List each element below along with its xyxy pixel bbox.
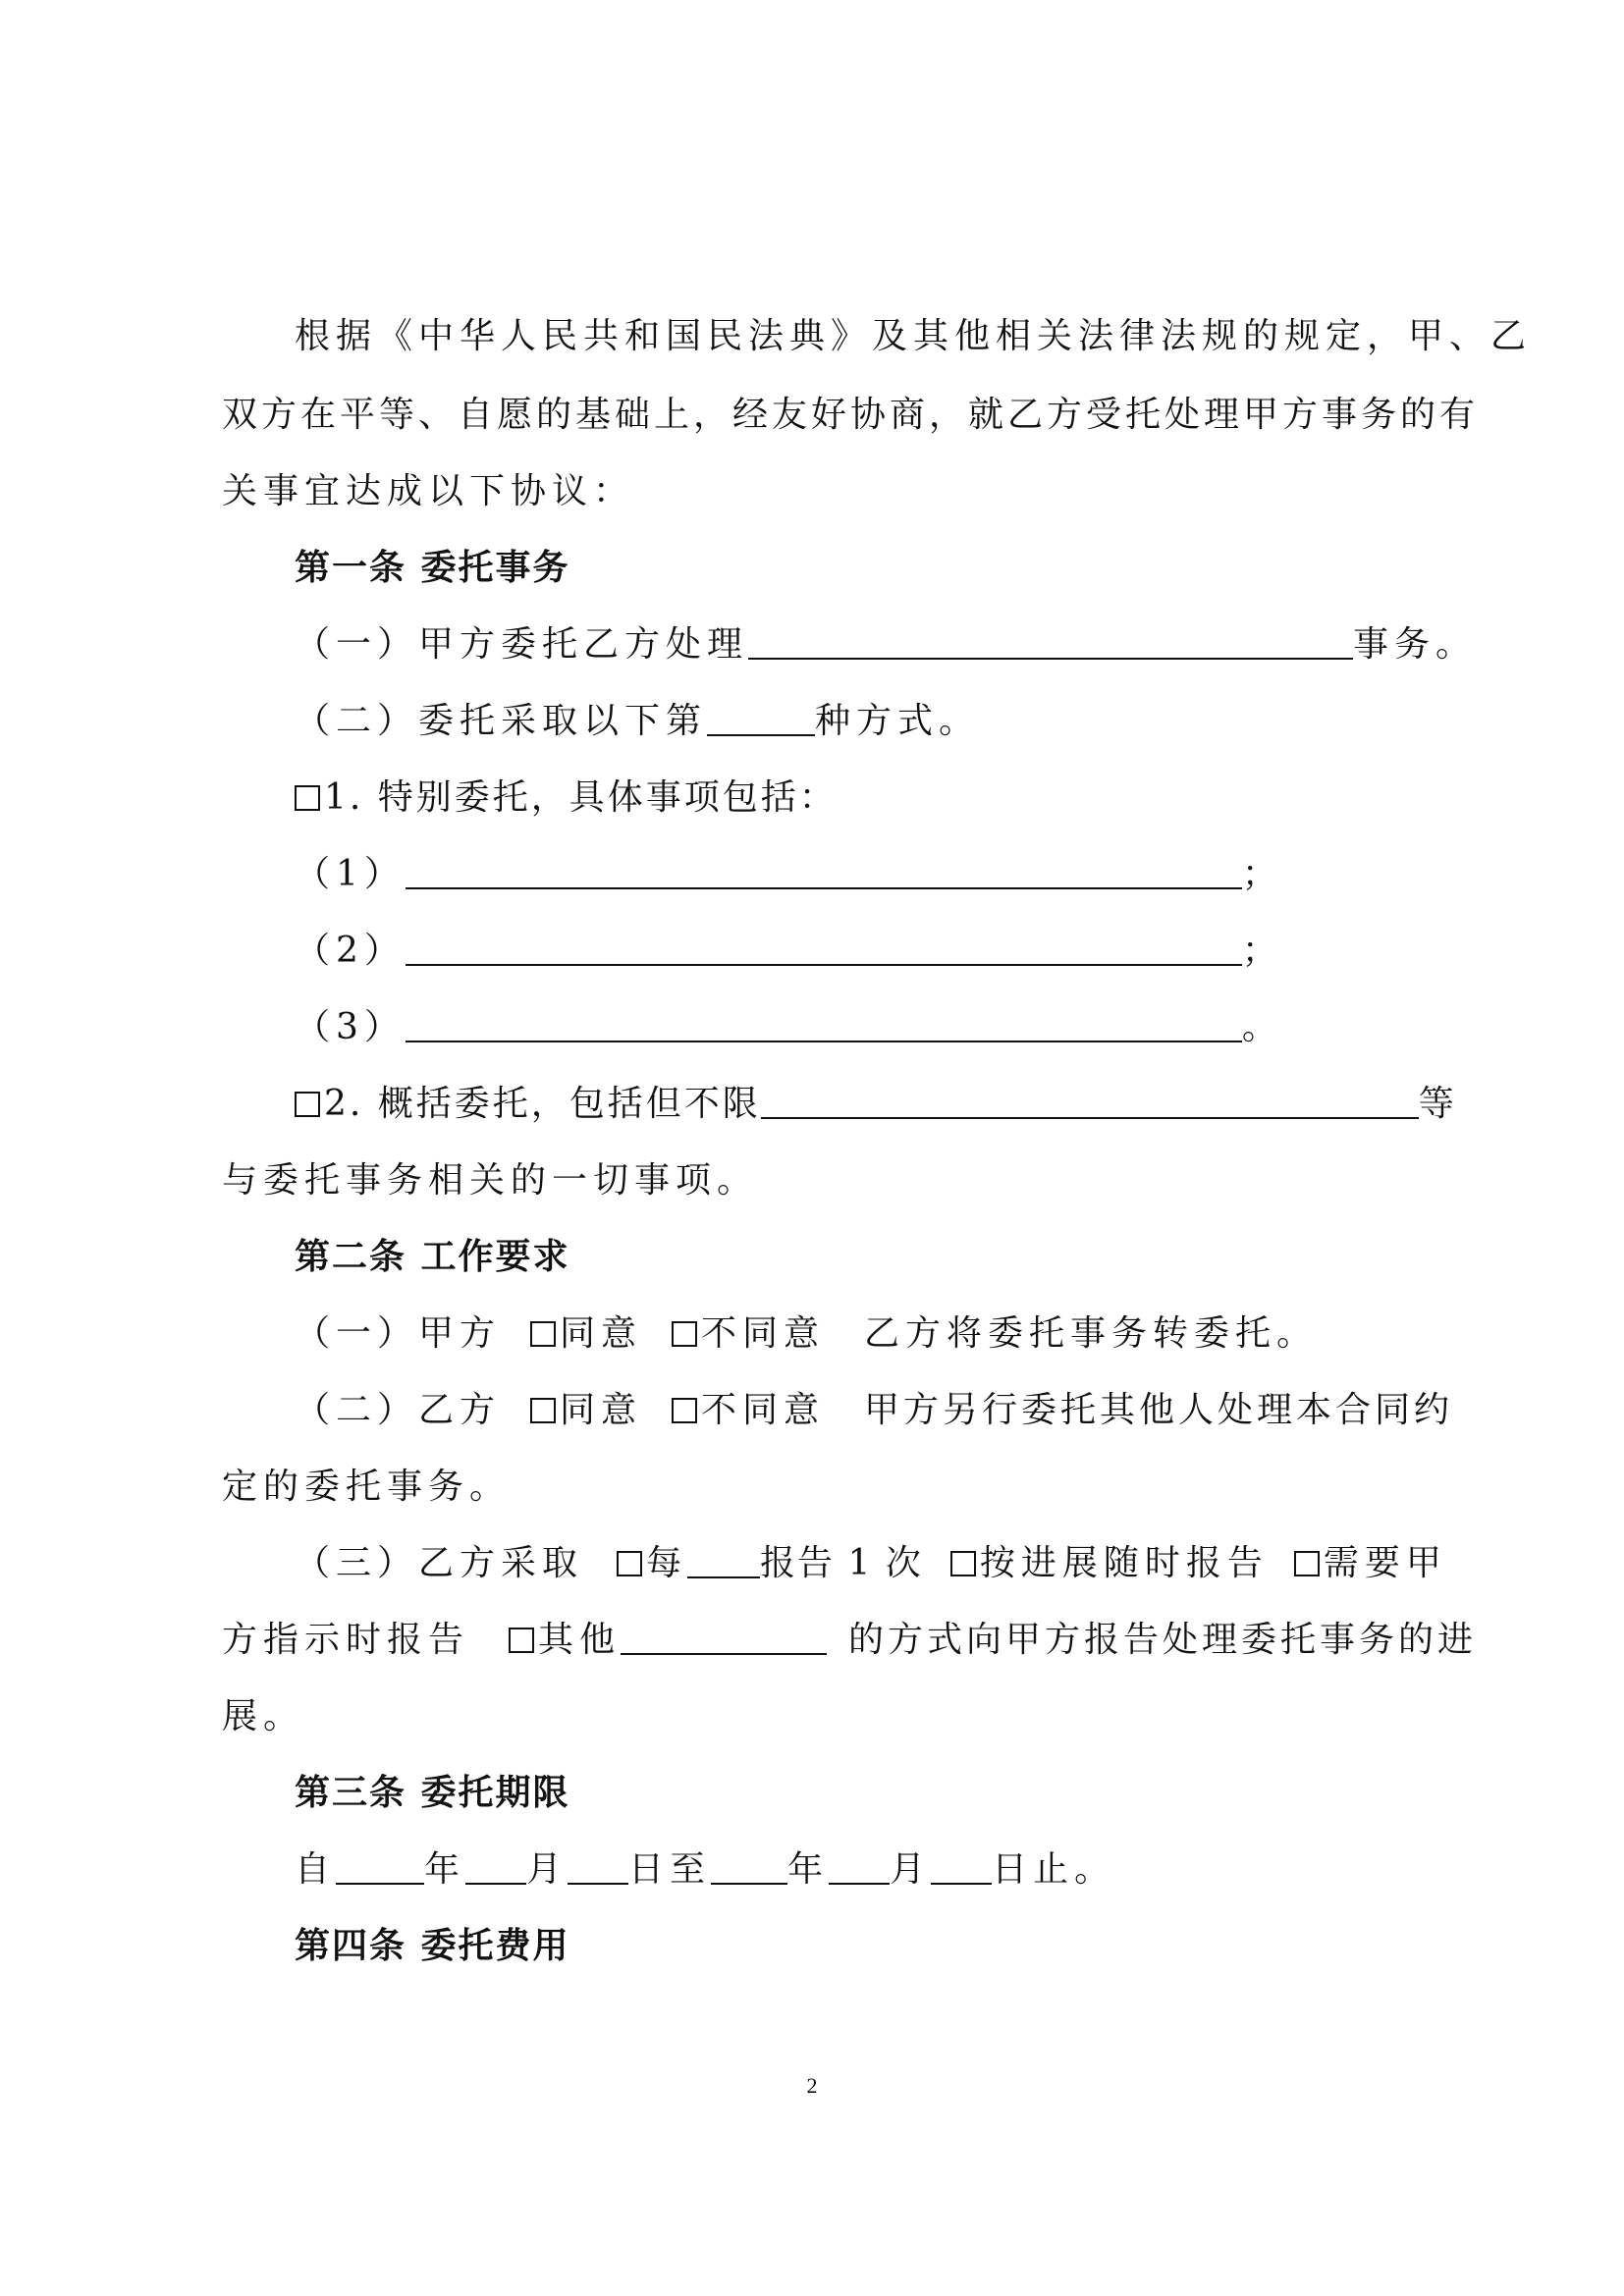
article-2-item-2-continued [222, 1463, 1430, 1516]
term-from-label: 自 [295, 1849, 337, 1890]
preamble-text-2: 双方在平等、自愿的基础上，经友好协商，就乙方受托处理甲方事务的有 [222, 395, 1480, 435]
article-1-item-1-suffix: 事务。 [1353, 624, 1478, 665]
preamble-text-1: 根据《中华人民共和国民法典》及其他相关法律法规的规定，甲、乙 [295, 316, 1533, 356]
subdelegation-agree-label: 同意 [560, 1313, 643, 1354]
general-delegation-continued-text: 与委托事务相关的一切事项。 [222, 1160, 759, 1201]
start-month-label: 月 [526, 1849, 568, 1890]
subdelegation-disagree-checkbox[interactable] [672, 1321, 697, 1347]
article-2-item-3 [295, 1539, 1447, 1592]
other-agent-disagree-checkbox[interactable] [672, 1398, 697, 1423]
subdelegation-agree-checkbox[interactable] [530, 1321, 556, 1347]
article-1-item-2-suffix: 种方式。 [815, 701, 981, 741]
article-2-item-3-label: （三）乙方采取 [295, 1543, 584, 1583]
end-day-blank[interactable] [931, 1845, 992, 1885]
article-4-heading [295, 1922, 1430, 1975]
preamble-line-3 [222, 467, 1430, 520]
special-item-1-end: ； [1241, 854, 1283, 894]
general-delegation-checkbox[interactable] [295, 1092, 320, 1117]
article-1-item-2-prefix: （二）委托采取以下第 [295, 701, 708, 741]
article-3-heading-text: 第三条 委托期限 [295, 1773, 570, 1813]
special-item-3 [295, 1003, 1430, 1056]
term-period-line [295, 1845, 1430, 1898]
general-delegation-continued [222, 1156, 1430, 1209]
end-day-label: 日止。 [992, 1849, 1116, 1890]
start-day-label: 日至 [628, 1849, 712, 1890]
report-progress-label: 按进展随时报告 [979, 1543, 1269, 1583]
special-item-2-label: （2） [295, 931, 406, 971]
preamble-text-3: 关事宜达成以下协议： [222, 471, 635, 511]
special-item-3-label: （3） [295, 1007, 406, 1047]
option-general-delegation [295, 1080, 1460, 1133]
start-day-blank[interactable] [568, 1845, 628, 1885]
special-item-3-blank[interactable] [406, 1003, 1242, 1042]
end-month-label: 月 [890, 1849, 932, 1890]
article-2-item-3-line-2-text: 的方式向甲方报告处理委托事务的进 [848, 1620, 1478, 1660]
article-2-item-2-label: （二）乙方 [295, 1390, 502, 1430]
preamble-line-1 [295, 312, 1533, 365]
start-year-blank[interactable] [336, 1845, 424, 1885]
article-2-item-3-line-3 [222, 1692, 1430, 1745]
article-2-item-3-line-2 [222, 1616, 1478, 1669]
report-on-request-label: 需要甲 [1323, 1543, 1447, 1583]
delegated-matter-blank[interactable] [748, 620, 1353, 660]
report-other-checkbox[interactable] [509, 1628, 534, 1653]
article-2-item-1 [295, 1309, 1430, 1362]
article-1-heading-text: 第一条 委托事务 [295, 548, 570, 588]
report-other-blank[interactable] [621, 1616, 827, 1655]
article-2-item-3-line-3-text: 展。 [222, 1696, 305, 1736]
special-item-1-label: （1） [295, 854, 406, 894]
preamble-line-2 [222, 391, 1480, 444]
article-1-heading [295, 544, 1430, 597]
special-item-3-end: 。 [1241, 1007, 1283, 1047]
report-other-label: 其他 [538, 1620, 622, 1660]
special-item-2-blank[interactable] [406, 927, 1242, 966]
report-progress-checkbox[interactable] [950, 1551, 976, 1576]
report-periodic-checkbox[interactable] [617, 1551, 642, 1576]
end-year-blank[interactable] [711, 1845, 787, 1885]
article-2-heading-text: 第二条 工作要求 [295, 1237, 570, 1277]
article-2-item-2 [295, 1386, 1454, 1439]
option-special-delegation [295, 774, 1430, 827]
report-periodic-prefix: 每 [646, 1543, 688, 1583]
report-periodic-suffix: 报告 1 次 [760, 1543, 923, 1583]
method-number-blank[interactable] [707, 697, 815, 736]
report-on-request-label-continued: 方指示时报告 [222, 1620, 470, 1660]
article-3-heading [295, 1769, 1430, 1822]
subdelegation-disagree-label: 不同意 [701, 1313, 826, 1354]
start-year-label: 年 [424, 1849, 466, 1890]
article-2-item-1-text: 乙方将委托事务转委托。 [864, 1313, 1319, 1354]
article-4-heading-text: 第四条 委托费用 [295, 1926, 570, 1966]
general-delegation-suffix: 等 [1418, 1084, 1460, 1124]
end-year-label: 年 [787, 1849, 830, 1890]
special-item-1 [295, 850, 1430, 903]
article-2-item-2-text: 甲方另行委托其他人处理本合同约 [864, 1390, 1454, 1430]
article-2-item-2-continued-text: 定的委托事务。 [222, 1467, 512, 1507]
special-item-2-end: ； [1241, 931, 1283, 971]
end-month-blank[interactable] [829, 1845, 890, 1885]
other-agent-agree-checkbox[interactable] [530, 1398, 556, 1423]
report-period-blank[interactable] [687, 1539, 760, 1578]
start-month-blank[interactable] [465, 1845, 526, 1885]
special-item-2 [295, 927, 1430, 980]
report-on-request-checkbox[interactable] [1294, 1551, 1320, 1576]
special-delegation-checkbox[interactable] [295, 785, 320, 811]
special-item-1-blank[interactable] [406, 850, 1242, 889]
other-agent-agree-label: 同意 [560, 1390, 643, 1430]
page-number: 2 [806, 2073, 818, 2098]
other-agent-disagree-label: 不同意 [701, 1390, 826, 1430]
special-delegation-label: 1. 特别委托，具体事项包括： [324, 777, 838, 818]
article-1-item-2 [295, 697, 1430, 750]
article-2-item-1-label: （一）甲方 [295, 1313, 502, 1354]
article-2-heading [295, 1233, 1430, 1286]
general-delegation-prefix: 2. 概括委托，包括但不限 [324, 1084, 761, 1124]
general-delegation-blank[interactable] [761, 1080, 1419, 1119]
article-1-item-1-prefix: （一）甲方委托乙方处理 [295, 624, 749, 665]
article-1-item-1 [295, 620, 1478, 673]
